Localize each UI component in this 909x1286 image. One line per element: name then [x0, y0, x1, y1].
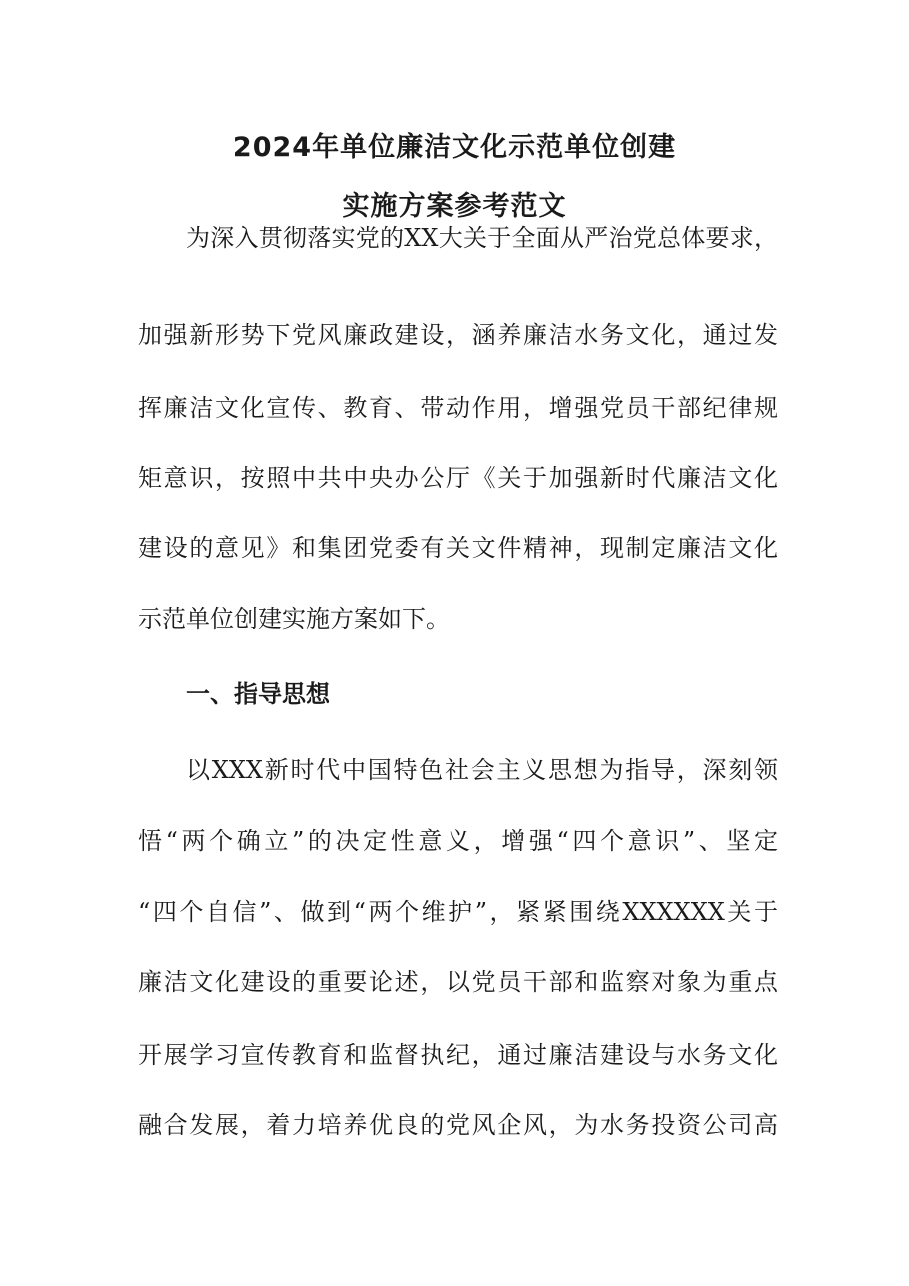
- intro-paragraph-line: 为深入贯彻落实党的XX大关于全面从严治党总体要求，: [186, 224, 778, 252]
- section-paragraph-line: 悟“两个确立”的决定性意义，增强“四个意识”、坚定: [138, 827, 778, 855]
- intro-paragraph-line: 挥廉洁文化宣传、教育、带动作用，增强党员干部纪律规: [138, 394, 778, 422]
- section-paragraph-line: 廉洁文化建设的重要论述，以党员干部和监察对象为重点: [138, 968, 778, 996]
- section-heading-guiding-ideology: 一、指导思想: [186, 680, 330, 708]
- intro-paragraph-line: 建设的意见》和集团党委有关文件精神，现制定廉洁文化: [138, 534, 778, 562]
- section-paragraph-line: 融合发展，着力培养优良的党风企风，为水务投资公司高: [138, 1111, 778, 1139]
- section-paragraph-line: “四个自信”、做到“两个维护”，紧紧围绕XXXXXX关于: [138, 898, 778, 926]
- document-title-line-2: 实施方案参考范文: [342, 191, 567, 222]
- intro-paragraph-line: 加强新形势下党风廉政建设，涵养廉洁水务文化，通过发: [138, 321, 778, 349]
- document-title-line-1: 2024年单位廉洁文化示范单位创建: [232, 132, 677, 163]
- intro-paragraph-line: 矩意识，按照中共中央办公厅《关于加强新时代廉洁文化: [138, 464, 778, 492]
- section-paragraph-line: 以XXX新时代中国特色社会主义思想为指导，深刻领: [186, 756, 778, 784]
- intro-paragraph-line: 示范单位创建实施方案如下。: [138, 605, 450, 633]
- section-paragraph-line: 开展学习宣传教育和监督执纪，通过廉洁建设与水务文化: [138, 1041, 778, 1069]
